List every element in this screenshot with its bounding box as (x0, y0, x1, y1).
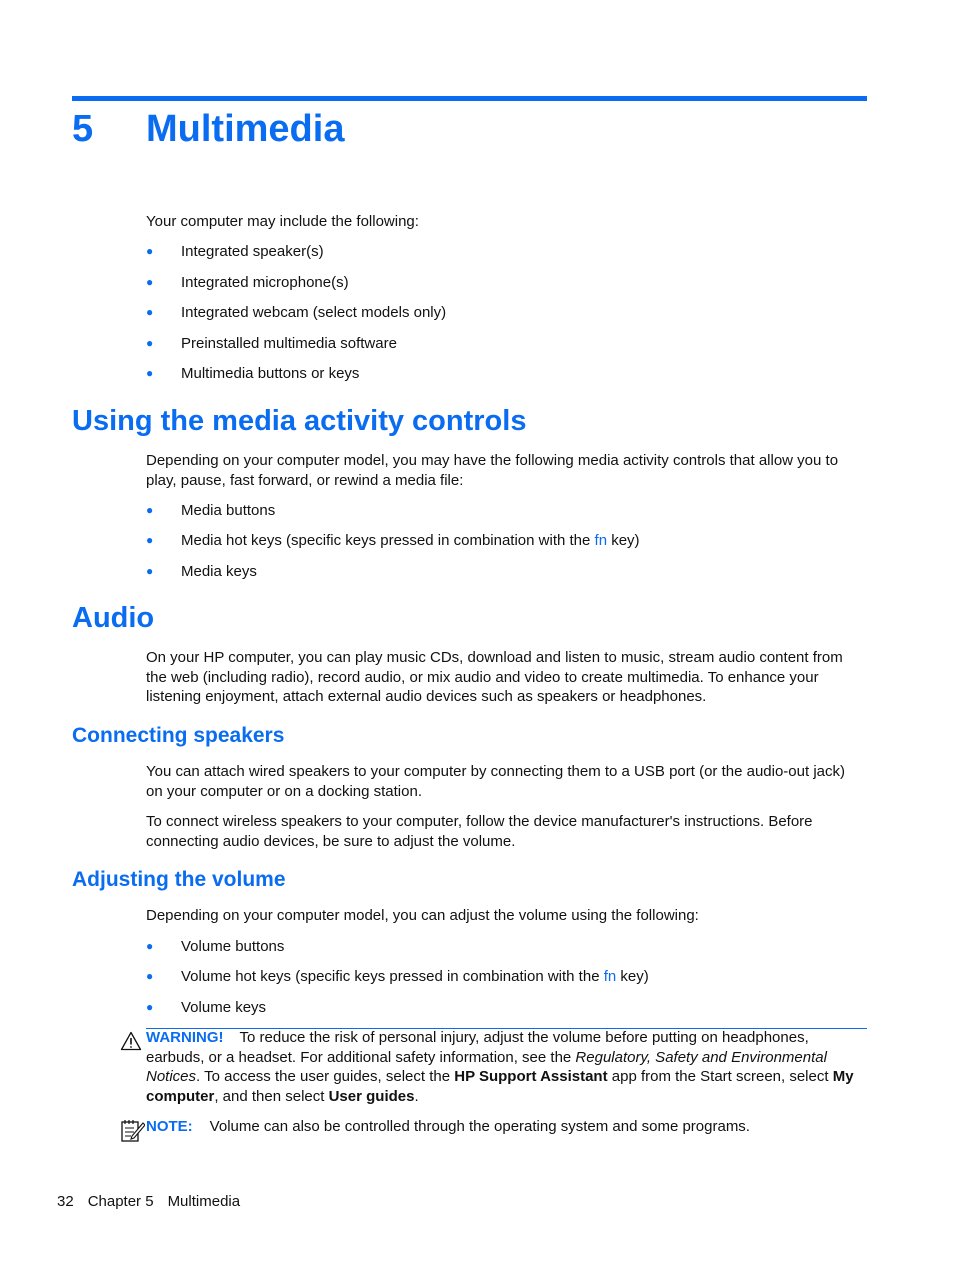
chapter-number: 5 (72, 108, 94, 150)
list-item: ● Media hot keys (specific keys pressed in combination with the fn key) (146, 532, 640, 549)
list-item: ● Integrated speaker(s) (146, 243, 324, 260)
section-heading-audio: Audio (72, 602, 155, 634)
chapter-rule (72, 96, 867, 101)
note-pad-icon (119, 1118, 145, 1144)
page-number: 32 (57, 1193, 74, 1210)
bullet-dot-icon: ● (146, 305, 154, 319)
warning-label: WARNING! (146, 1029, 224, 1046)
bullet-dot-icon: ● (146, 336, 154, 350)
bullet-dot-icon: ● (146, 939, 154, 953)
audio-text: On your HP computer, you can play music CDs, download and listen to music, stream audio content from the web (including radio), record audio, or mix audio and video to create multimedia. To enhance your listening enjoyment, attach external audio devices such as speakers or headphones. (146, 649, 843, 705)
list-item: ● Media keys (146, 563, 257, 580)
footer-chapter: Chapter 5 (87, 1193, 154, 1210)
list-item: ● Multimedia buttons or keys (146, 365, 360, 382)
bullet-dot-icon: ● (146, 244, 154, 258)
bullet-dot-icon: ● (146, 533, 154, 547)
list-item: ● Volume buttons (146, 938, 285, 955)
warning-triangle-icon (120, 1031, 142, 1051)
footer-title: Multimedia (167, 1193, 241, 1210)
speakers-text-1: You can attach wired speakers to your computer by connecting them to a USB port (or the audio-out jack) on your computer or on a docking station. (146, 763, 845, 800)
intro-text: Your computer may include the following: (146, 213, 419, 230)
page-footer (57, 1192, 254, 1211)
bullet-dot-icon: ● (146, 503, 154, 517)
chapter-title (72, 104, 344, 154)
chapter-title-text: Multimedia (146, 108, 345, 150)
list-item: ● Preinstalled multimedia software (146, 335, 397, 352)
list-item: ● Volume keys (146, 999, 267, 1016)
bullet-dot-icon: ● (146, 366, 154, 380)
bullet-dot-icon: ● (146, 275, 154, 289)
volume-text: Depending on your computer model, you can adjust the volume using the following: (146, 907, 699, 924)
fn-key-link[interactable]: fn (603, 968, 617, 985)
bullet-dot-icon: ● (146, 969, 154, 983)
note-notice: NOTE: Volume can also be controlled through the operating system and some programs. (146, 1118, 750, 1135)
bullet-dot-icon: ● (146, 1000, 154, 1014)
warning-notice: WARNING! To reduce the risk of personal injury, adjust the volume before putting on headphones, earbuds, or a headset. For additional safety information, see the Regulatory, Safety and Environmental Notices. To access the user guides, select the HP Support Assistant app from the Start screen, select My computer, and then select User guides. (146, 1029, 854, 1105)
note-label: NOTE: (146, 1118, 193, 1135)
list-item: ● Media buttons (146, 502, 276, 519)
media-controls-text: Depending on your computer model, you may have the following media activity controls that allow you to play, pause, fast forward, or rewind a media file: (146, 452, 839, 489)
bullet-dot-icon: ● (146, 564, 154, 578)
speakers-text-2: To connect wireless speakers to your computer, follow the device manufacturer's instructions. Before connecting audio devices, be sure to adjust the volume. (146, 813, 813, 850)
subsection-heading-volume: Adjusting the volume (72, 868, 286, 891)
list-item: ● Integrated webcam (select models only) (146, 304, 447, 321)
list-item: ● Integrated microphone(s) (146, 274, 349, 291)
list-item: ● Volume hot keys (specific keys pressed in combination with the fn key) (146, 968, 649, 985)
subsection-heading-speakers: Connecting speakers (72, 724, 285, 747)
fn-key-link[interactable]: fn (594, 532, 608, 549)
section-heading-media-controls: Using the media activity controls (72, 405, 527, 437)
